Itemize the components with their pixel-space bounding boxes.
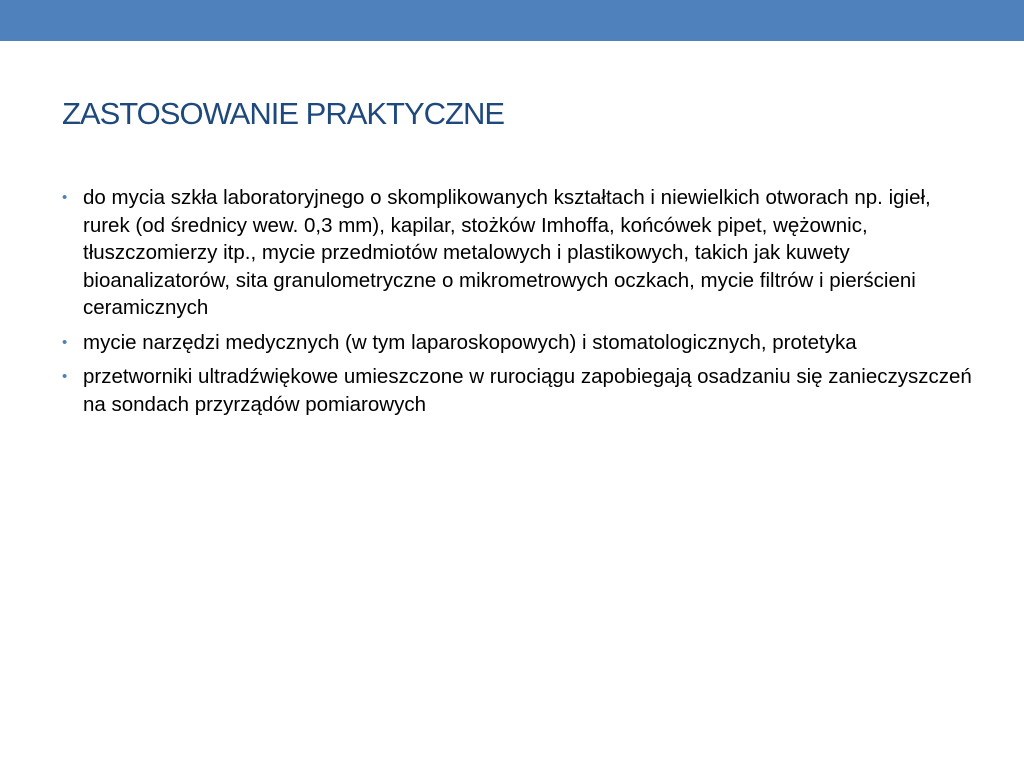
bullet-text: mycie narzędzi medycznych (w tym laparoskopowych) i stomatologicznych, protetyka xyxy=(83,330,857,354)
bullet-list xyxy=(62,184,972,425)
bullet-dot-icon: • xyxy=(62,333,68,351)
bullet-dot-icon: • xyxy=(62,368,68,385)
bullet-text: przetworniki ultradźwiękowe umieszczone w rurociągu zapobiegają osadzaniu się zanieczyszczeń na sondach przyrządów pomiarowych xyxy=(83,365,972,416)
bullet-text: do mycia szkła laboratoryjnego o skomplikowanych kształtach i niewielkich otworach np. igieł, rurek (od średnicy wew. 0,3 mm), kapilar, stożków Imhoffa, końcówek pipet, wężownic, tłuszczomierzy itp., mycie przedmiotów metalowych i plastikowych, takich jak kuwety bioanalizatorów, sita granulometryczne o mikrometrowych oczkach, mycie filtrów i pierścieni ceramicznych xyxy=(83,186,931,319)
bullet-dot-icon: • xyxy=(62,189,68,206)
bullet-item xyxy=(62,363,972,418)
bullet-item xyxy=(62,329,972,357)
header-accent-bar xyxy=(0,0,1024,41)
bullet-item xyxy=(62,184,972,322)
slide-title: ZASTOSOWANIE PRAKTYCZNE xyxy=(62,96,505,131)
